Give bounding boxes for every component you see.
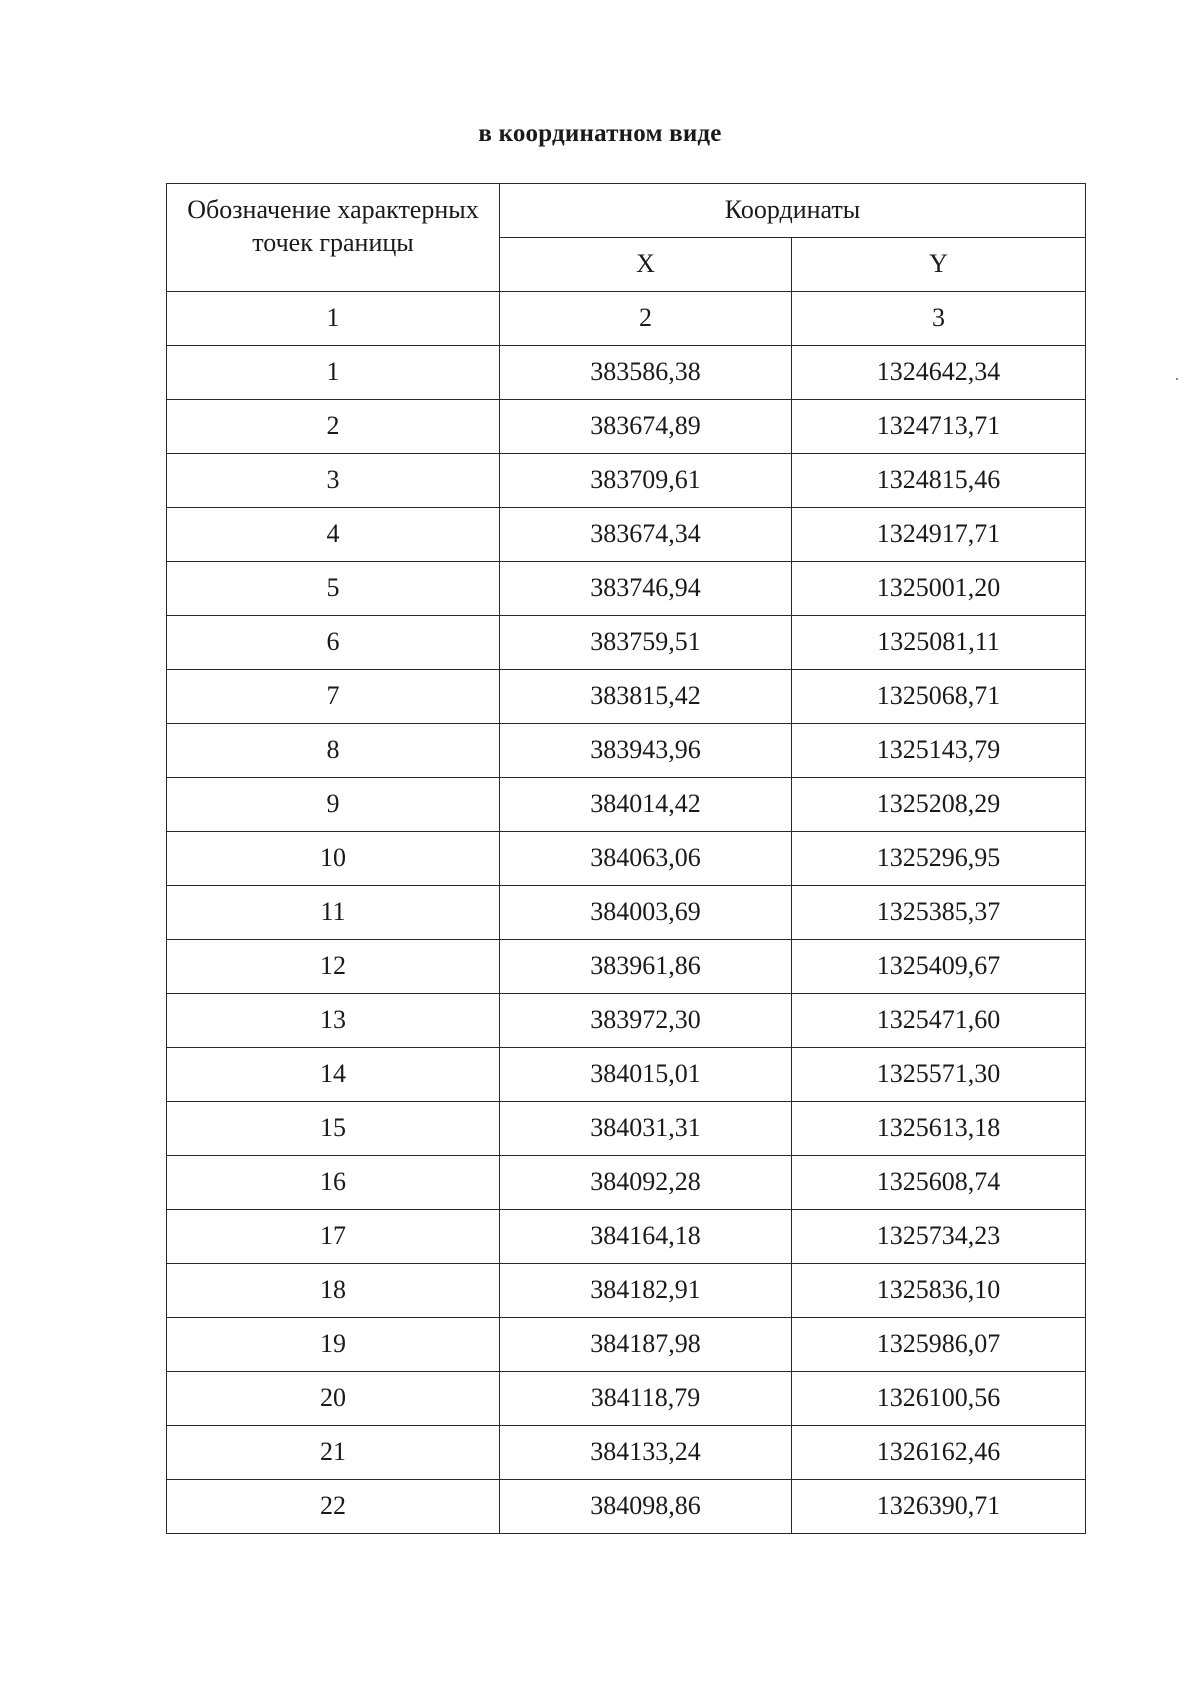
- table-row: [167, 994, 1086, 1048]
- scan-speck: [1176, 378, 1178, 380]
- x-coordinate-cell: 384092,28: [500, 1156, 792, 1210]
- point-number-cell: 4: [167, 508, 500, 562]
- point-number-cell: 11: [167, 886, 500, 940]
- x-coordinate-cell: 383674,89: [500, 400, 792, 454]
- y-coordinate-cell: 1326100,56: [792, 1372, 1086, 1426]
- y-coordinate-cell: 1325986,07: [792, 1318, 1086, 1372]
- y-coordinate-cell: 1325836,10: [792, 1264, 1086, 1318]
- x-coordinate-cell: 383961,86: [500, 940, 792, 994]
- y-coordinate-cell: 1325385,37: [792, 886, 1086, 940]
- x-coordinate-cell: 384133,24: [500, 1426, 792, 1480]
- table-row: [167, 454, 1086, 508]
- table-row: [167, 886, 1086, 940]
- table-header: [167, 184, 1086, 346]
- document-title: в координатном виде: [478, 120, 722, 147]
- table-row: [167, 1372, 1086, 1426]
- table-row: [167, 400, 1086, 454]
- table-row: [167, 778, 1086, 832]
- header-point-designation: Обозначение характерных точек границы: [167, 184, 500, 292]
- y-coordinate-cell: 1325734,23: [792, 1210, 1086, 1264]
- point-number-cell: 12: [167, 940, 500, 994]
- point-number-cell: 10: [167, 832, 500, 886]
- header-x: X: [500, 238, 792, 292]
- x-coordinate-cell: 384182,91: [500, 1264, 792, 1318]
- table-row: [167, 670, 1086, 724]
- x-coordinate-cell: 383943,96: [500, 724, 792, 778]
- y-coordinate-cell: 1325571,30: [792, 1048, 1086, 1102]
- coordinates-table: [166, 183, 1086, 1534]
- point-number-cell: 19: [167, 1318, 500, 1372]
- x-coordinate-cell: 384187,98: [500, 1318, 792, 1372]
- y-coordinate-cell: 1325613,18: [792, 1102, 1086, 1156]
- y-coordinate-cell: 1324713,71: [792, 400, 1086, 454]
- x-coordinate-cell: 384098,86: [500, 1480, 792, 1534]
- table-row: [167, 346, 1086, 400]
- point-number-cell: 2: [167, 400, 500, 454]
- table-row: [167, 508, 1086, 562]
- y-coordinate-cell: 1325471,60: [792, 994, 1086, 1048]
- header-y: Y: [792, 238, 1086, 292]
- table-row: [167, 832, 1086, 886]
- y-coordinate-cell: 1325296,95: [792, 832, 1086, 886]
- x-coordinate-cell: 384164,18: [500, 1210, 792, 1264]
- header-coordinates: Координаты: [500, 184, 1086, 238]
- point-number-cell: 21: [167, 1426, 500, 1480]
- column-number-3: 3: [792, 292, 1086, 346]
- point-number-cell: 18: [167, 1264, 500, 1318]
- x-coordinate-cell: 383759,51: [500, 616, 792, 670]
- y-coordinate-cell: 1325409,67: [792, 940, 1086, 994]
- table-row: [167, 1264, 1086, 1318]
- point-number-cell: 17: [167, 1210, 500, 1264]
- x-coordinate-cell: 384031,31: [500, 1102, 792, 1156]
- x-coordinate-cell: 383746,94: [500, 562, 792, 616]
- point-number-cell: 16: [167, 1156, 500, 1210]
- x-coordinate-cell: 384015,01: [500, 1048, 792, 1102]
- point-number-cell: 8: [167, 724, 500, 778]
- point-number-cell: 20: [167, 1372, 500, 1426]
- x-coordinate-cell: 384003,69: [500, 886, 792, 940]
- x-coordinate-cell: 383674,34: [500, 508, 792, 562]
- header-row-main: [167, 184, 1086, 238]
- x-coordinate-cell: 383586,38: [500, 346, 792, 400]
- point-number-cell: 7: [167, 670, 500, 724]
- y-coordinate-cell: 1325143,79: [792, 724, 1086, 778]
- column-number-row: [167, 292, 1086, 346]
- point-number-cell: 22: [167, 1480, 500, 1534]
- table-row: [167, 1102, 1086, 1156]
- x-coordinate-cell: 383815,42: [500, 670, 792, 724]
- y-coordinate-cell: 1325081,11: [792, 616, 1086, 670]
- y-coordinate-cell: 1326390,71: [792, 1480, 1086, 1534]
- column-number-1: 1: [167, 292, 500, 346]
- y-coordinate-cell: 1326162,46: [792, 1426, 1086, 1480]
- point-number-cell: 1: [167, 346, 500, 400]
- table-row: [167, 1318, 1086, 1372]
- point-number-cell: 5: [167, 562, 500, 616]
- point-number-cell: 14: [167, 1048, 500, 1102]
- x-coordinate-cell: 383972,30: [500, 994, 792, 1048]
- table-row: [167, 1426, 1086, 1480]
- y-coordinate-cell: 1324642,34: [792, 346, 1086, 400]
- table-row: [167, 940, 1086, 994]
- table-row: [167, 1156, 1086, 1210]
- column-number-2: 2: [500, 292, 792, 346]
- y-coordinate-cell: 1325001,20: [792, 562, 1086, 616]
- table-row: [167, 1048, 1086, 1102]
- point-number-cell: 9: [167, 778, 500, 832]
- table-body: [167, 346, 1086, 1534]
- point-number-cell: 13: [167, 994, 500, 1048]
- x-coordinate-cell: 384118,79: [500, 1372, 792, 1426]
- point-number-cell: 3: [167, 454, 500, 508]
- table-row: [167, 1210, 1086, 1264]
- y-coordinate-cell: 1324815,46: [792, 454, 1086, 508]
- x-coordinate-cell: 384014,42: [500, 778, 792, 832]
- point-number-cell: 15: [167, 1102, 500, 1156]
- table-row: [167, 724, 1086, 778]
- y-coordinate-cell: 1324917,71: [792, 508, 1086, 562]
- table-row: [167, 616, 1086, 670]
- y-coordinate-cell: 1325068,71: [792, 670, 1086, 724]
- x-coordinate-cell: 383709,61: [500, 454, 792, 508]
- table-row: [167, 1480, 1086, 1534]
- table-row: [167, 562, 1086, 616]
- y-coordinate-cell: 1325608,74: [792, 1156, 1086, 1210]
- y-coordinate-cell: 1325208,29: [792, 778, 1086, 832]
- point-number-cell: 6: [167, 616, 500, 670]
- x-coordinate-cell: 384063,06: [500, 832, 792, 886]
